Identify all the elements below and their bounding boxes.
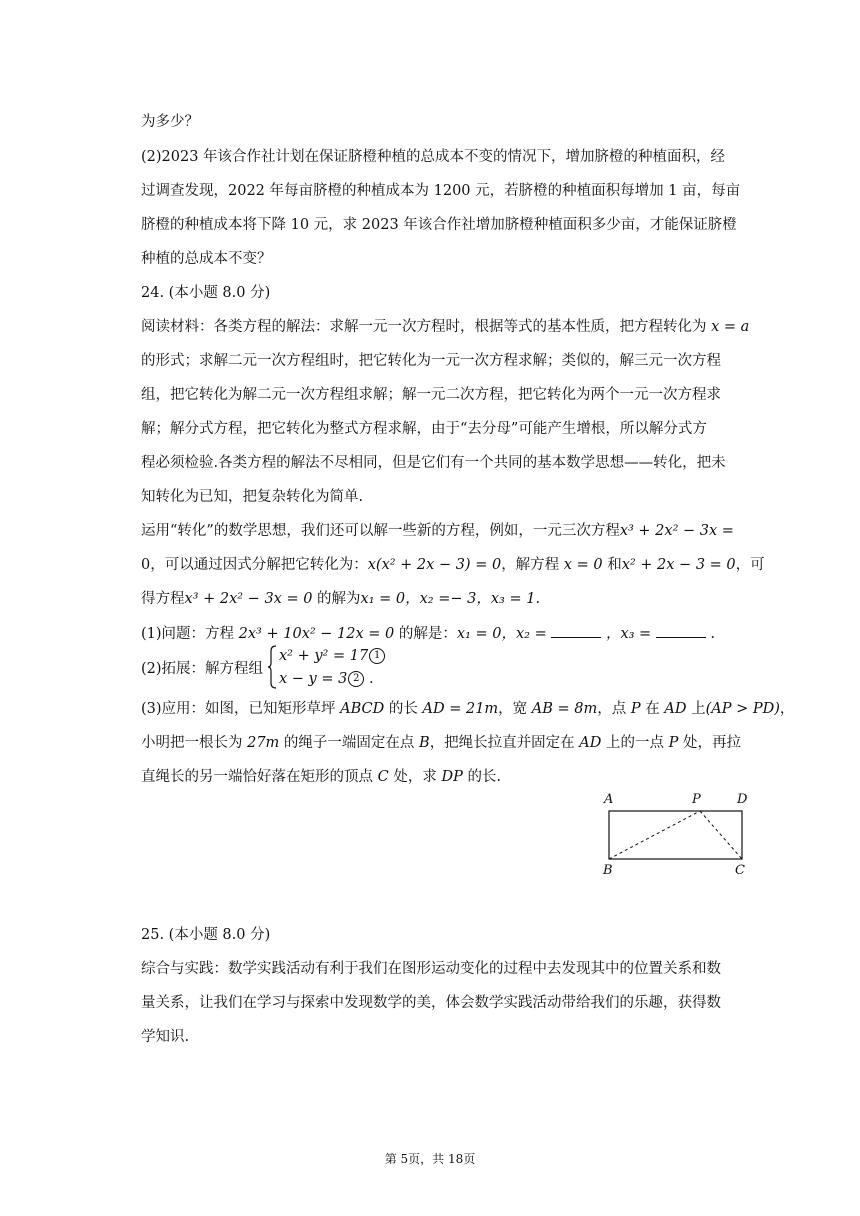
label-c: C bbox=[735, 863, 745, 878]
label-b: B bbox=[603, 863, 613, 878]
label-d: D bbox=[737, 792, 748, 807]
text-line: 知转化为已知，把复杂转化为简单. bbox=[141, 489, 364, 505]
text-line: 0，可以通过因式分解把它转化为：x(x² + 2x − 3) = 0，解方程 x = 0 和x² + 2x − 3 = 0，可 bbox=[141, 557, 765, 573]
text-line: 过调查发现，2022 年每亩脐橙的种植成本为 1200 元，若脐橙的种植面积每增加 1 亩，每亩 bbox=[141, 183, 741, 199]
rope-segment-pc bbox=[700, 811, 742, 859]
text-line: 运用“转化”的数学思想，我们还可以解一些新的方程，例如，一元三次方程x³ + 2x² − 3x = bbox=[141, 523, 734, 539]
text-line: 组，把它转化为解二元一次方程组求解；解一元二次方程，把它转化为两个一元一次方程求 bbox=[141, 387, 721, 403]
text-line: 得方程x³ + 2x² − 3x = 0 的解为x₁ = 0，x₂ =− 3，x₃ = 1. bbox=[141, 591, 541, 607]
question-header-24: 24. (本小题 8.0 分) bbox=[141, 285, 271, 301]
text-line: 解；解分式方程，把它转化为整式方程求解，由于“去分母”可能产生增根，所以解分式方 bbox=[141, 421, 707, 437]
text-line: 脐橙的种植成本将下降 10 元，求 2023 年该合作社增加脐橙种植面积多少亩，才能保证脐橙 bbox=[141, 217, 737, 233]
rectangle-figure bbox=[596, 790, 756, 882]
system-equation-1: x² + y² = 17 1 bbox=[279, 646, 385, 666]
text-line: 综合与实践：数学实践活动有利于我们在图形运动变化的过程中去发现其中的位置关系和数 bbox=[141, 961, 721, 977]
system-equation-2: x − y = 3 2 . bbox=[279, 671, 374, 687]
text-line: (2)2023 年该合作社计划在保证脐橙种植的总成本不变的情况下，增加脐橙的种植面积，经 bbox=[141, 149, 726, 165]
text-line: 小明把一根长为 27m 的绳子一端固定在点 B，把绳长拉直并固定在 AD 上的一点 P 处，再拉 bbox=[141, 735, 741, 751]
text-line: 的形式；求解二元一次方程组时，把它转化为一元一次方程求解；类似的，解三元一次方程 bbox=[141, 353, 721, 369]
problem-3: (3)应用：如图，已知矩形草坪 ABCD 的长 AD = 21m，宽 AB = 8m，点 P 在 AD 上(AP > PD)， bbox=[141, 701, 795, 717]
text-line: 量关系，让我们在学习与探索中发现数学的美，体会数学实践活动带给我们的乐趣，获得数 bbox=[141, 995, 721, 1011]
rope-segment-bp bbox=[609, 811, 700, 859]
answer-blank-x3[interactable] bbox=[656, 623, 706, 638]
rectangle-diagram bbox=[596, 790, 756, 882]
text-line: 为多少？ bbox=[141, 114, 199, 130]
answer-blank-x2[interactable] bbox=[551, 623, 601, 638]
label-a: A bbox=[604, 792, 614, 807]
rectangle-abcd bbox=[609, 811, 742, 859]
text-line: 种植的总成本不变？ bbox=[141, 251, 272, 267]
text-line: 直绳长的另一端恰好落在矩形的顶点 C 处，求 DP 的长. bbox=[141, 769, 502, 785]
brace-icon bbox=[267, 645, 277, 689]
text-line: 学知识. bbox=[141, 1029, 190, 1045]
problem-1: (1)问题：方程 2x³ + 10x² − 12x = 0 的解是：x₁ = 0，x₂ = ，x₃ = . bbox=[141, 623, 715, 644]
question-header-25: 25. (本小题 8.0 分) bbox=[141, 927, 271, 943]
page-footer: 第 5页，共 18页 bbox=[384, 1152, 476, 1166]
text-line: 程必须检验.各类方程的解法不尽相同，但是它们有一个共同的基本数学思想——转化，把未 bbox=[141, 455, 726, 471]
text-line: 阅读材料：各类方程的解法：求解一元一次方程时，根据等式的基本性质，把方程转化为 x = a bbox=[141, 319, 750, 335]
label-p: P bbox=[692, 792, 701, 807]
